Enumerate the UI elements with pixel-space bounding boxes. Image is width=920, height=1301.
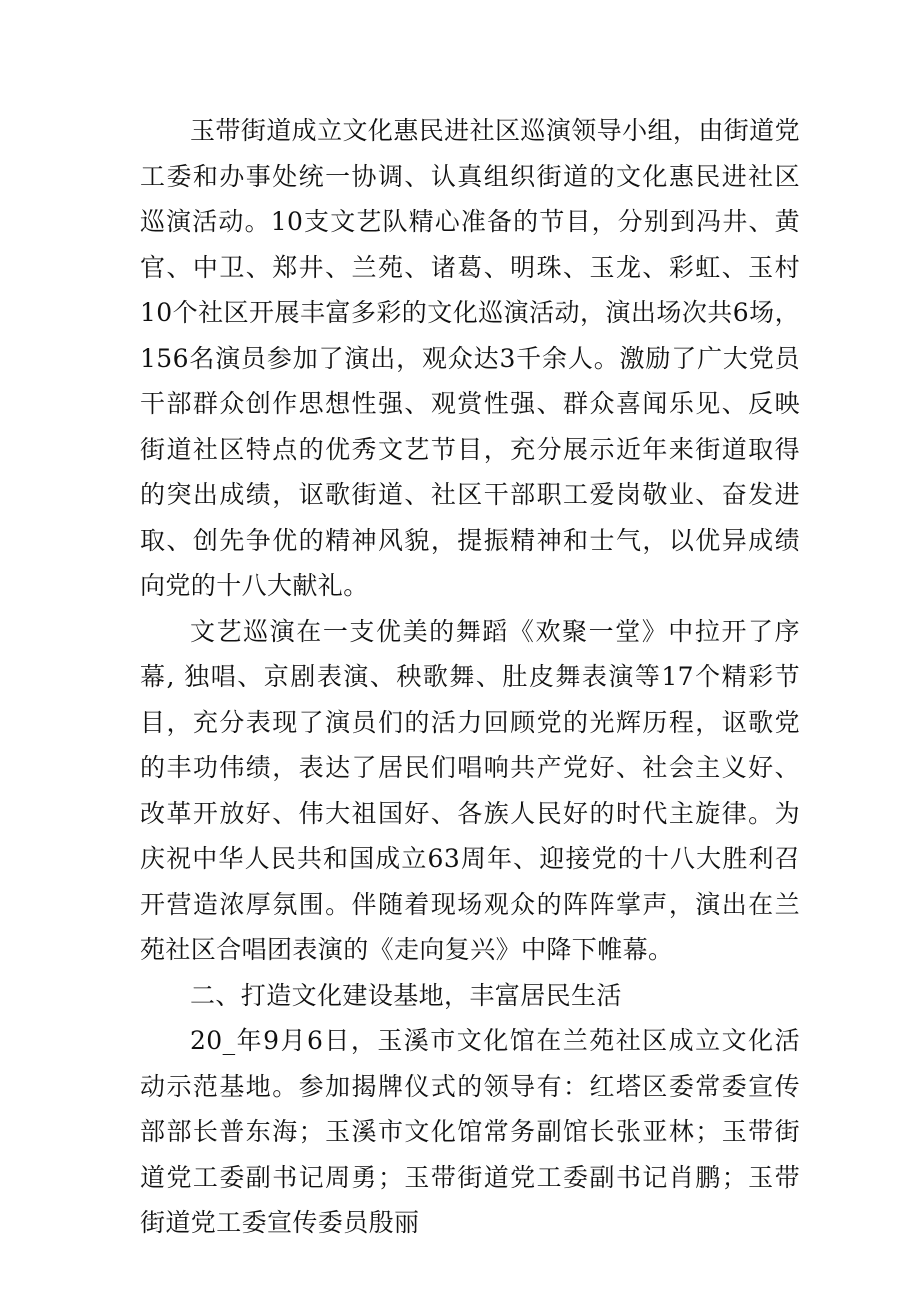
body-text bbox=[140, 108, 800, 1246]
paragraph-leadership-group: 玉带街道成立文化惠民进社区巡演领导小组，由街道党工委和办事处统一协调、认真组织街道的文化惠民进社区巡演活动。10支文艺队精心准备的节目，分别到冯井、黄官、中卫、郑井、兰苑、诸葛、明珠、玉龙、彩虹、玉村10个社区开展丰富多彩的文化巡演活动，演出场次共6场，156名演员参加了演出，观众达3千余人。激励了广大党员干部群众创作思想性强、观赏性强、群众喜闻乐见、反映街道社区特点的优秀文艺节目，充分展示近年来街道取得的突出成绩，讴歌街道、社区干部职工爱岗敬业、奋发进取、创先争优的精神风貌，提振精神和士气，以优异成绩向党的十八大献礼。 bbox=[140, 116, 800, 600]
section-heading-culture-base: 二、打造文化建设基地，丰富居民生活 bbox=[190, 980, 622, 1010]
paragraph-performance-tour: 文艺巡演在一支优美的舞蹈《欢聚一堂》中拉开了序幕, 独唱、京剧表演、秧歌舞、肚皮舞表演等17个精彩节目，充分表现了演员们的活力回顾党的光辉历程，讴歌党的丰功伟绩，表达了居民们唱响共产党好、社会主义好、改革开放好、伟大祖国好、各族人民好的时代主旋律。为庆祝中华人民共和国成立63周年、迎接党的十八大胜利召开营造浓厚氛围。伴随着现场观众的阵阵掌声，演出在兰苑社区合唱团表演的《走向复兴》中降下帷幕。 bbox=[140, 616, 800, 964]
paragraph-demo-base: 20_年9月6日，玉溪市文化馆在兰苑社区成立文化活动示范基地。参加揭牌仪式的领导有：红塔区委常委宣传部部长普东海；玉溪市文化馆常务副馆长张亚林；玉带街道党工委副书记周勇；玉带街道党工委副书记肖鹏；玉带街道党工委宣传委员殷丽 bbox=[140, 1026, 800, 1237]
